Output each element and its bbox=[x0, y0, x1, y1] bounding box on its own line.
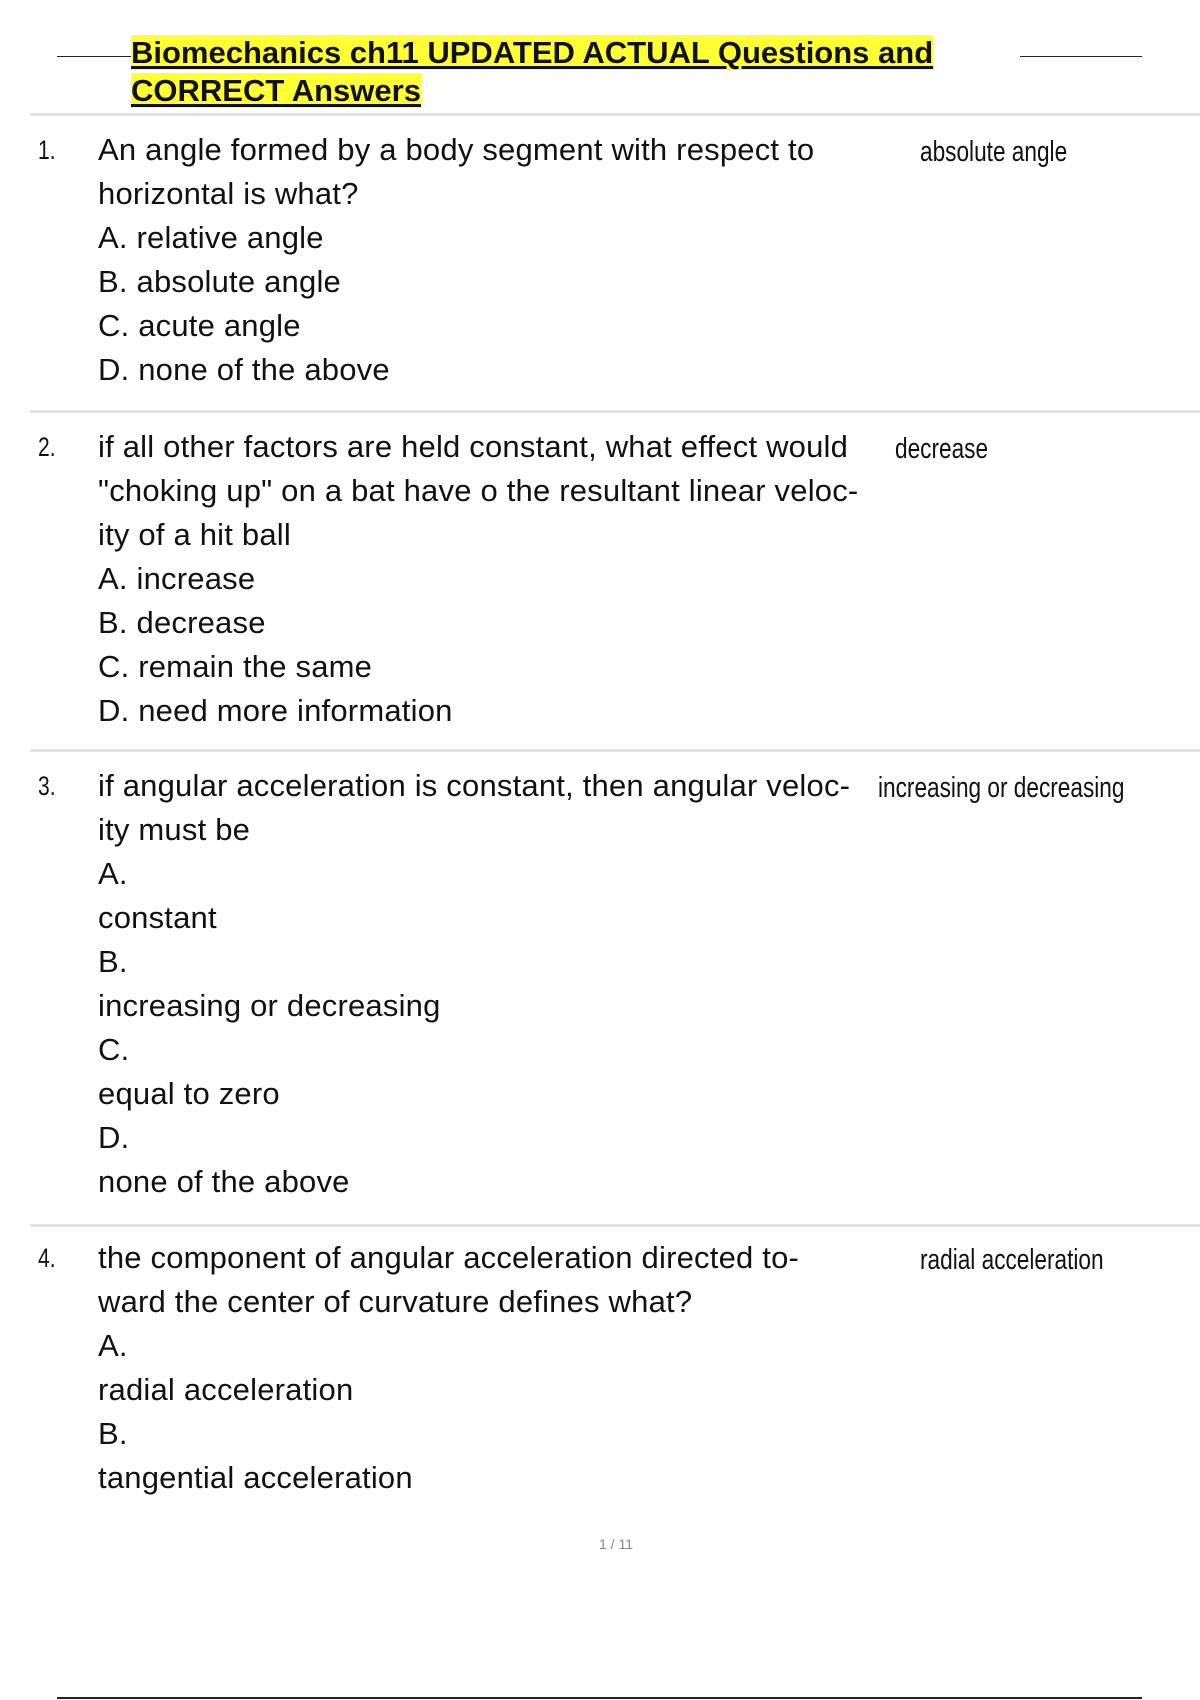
option: radial acceleration bbox=[98, 1372, 354, 1407]
question-text-line: if all other factors are held constant, what effect would bbox=[98, 429, 849, 464]
option: A. bbox=[98, 1328, 128, 1363]
option: B. absolute angle bbox=[98, 264, 341, 299]
option: constant bbox=[98, 900, 217, 935]
option: A. relative angle bbox=[98, 220, 324, 255]
option: D. none of the above bbox=[98, 352, 390, 387]
option: A. increase bbox=[98, 561, 256, 596]
page-number: 1 / 11 bbox=[599, 1536, 633, 1552]
title-rule-left bbox=[57, 56, 131, 57]
question-text-line: if angular acceleration is constant, then angular veloc- bbox=[98, 768, 851, 803]
question-number: 2. bbox=[38, 432, 56, 462]
question-text-line: ity must be bbox=[98, 812, 251, 847]
option: equal to zero bbox=[98, 1076, 280, 1111]
question-text-line: "choking up" on a bat have o the resultant linear veloc- bbox=[98, 473, 859, 508]
divider bbox=[30, 113, 1200, 116]
question-text-line: ity of a hit ball bbox=[98, 517, 291, 552]
question-body bbox=[98, 128, 814, 392]
answer-text: increasing or decreasing bbox=[878, 772, 1125, 804]
option: D. need more information bbox=[98, 693, 453, 728]
question-body bbox=[98, 1236, 799, 1500]
question-text-line: the component of angular acceleration directed to- bbox=[98, 1240, 800, 1275]
question-text-line: An angle formed by a body segment with respect to bbox=[98, 132, 815, 167]
title-line-2: CORRECT Answers bbox=[131, 73, 421, 108]
question-number: 3. bbox=[38, 771, 56, 801]
question-body bbox=[98, 764, 850, 1204]
answer-text: decrease bbox=[895, 433, 989, 465]
option: B. decrease bbox=[98, 605, 266, 640]
answer-text: radial acceleration bbox=[920, 1244, 1104, 1276]
option: C. remain the same bbox=[98, 649, 373, 684]
page-title bbox=[131, 34, 1031, 110]
option: A. bbox=[98, 856, 128, 891]
option: D. bbox=[98, 1120, 130, 1155]
question-text-line: ward the center of curvature defines what? bbox=[98, 1284, 693, 1319]
bottom-rule bbox=[57, 1697, 1142, 1699]
option: C. bbox=[98, 1032, 130, 1067]
question-number: 4. bbox=[38, 1243, 56, 1273]
divider bbox=[30, 1224, 1200, 1227]
option: B. bbox=[98, 944, 128, 979]
answer-text: absolute angle bbox=[920, 136, 1068, 168]
title-line-1: Biomechanics ch11 UPDATED ACTUAL Questions and bbox=[131, 35, 934, 70]
option: none of the above bbox=[98, 1164, 350, 1199]
question-number: 1. bbox=[38, 135, 56, 165]
divider bbox=[30, 410, 1200, 413]
title-rule-right bbox=[1020, 56, 1142, 57]
option: increasing or decreasing bbox=[98, 988, 441, 1023]
divider bbox=[30, 749, 1200, 752]
question-body bbox=[98, 425, 858, 733]
option: C. acute angle bbox=[98, 308, 301, 343]
option: B. bbox=[98, 1416, 128, 1451]
option: tangential acceleration bbox=[98, 1460, 413, 1495]
question-text-line: horizontal is what? bbox=[98, 176, 359, 211]
